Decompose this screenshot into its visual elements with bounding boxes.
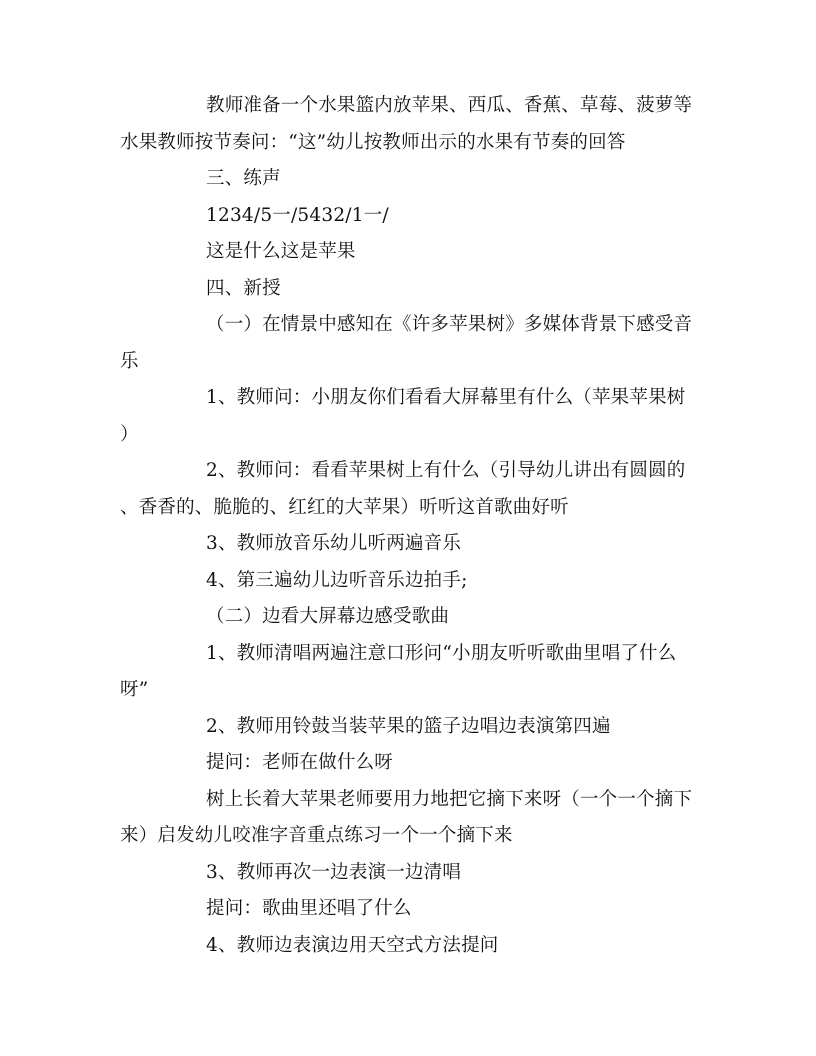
text-line: ） <box>120 423 139 445</box>
text-line: 1、教师清唱两遍注意口形问“小朋友听听歌曲里唱了什么 <box>206 642 677 664</box>
text-line: 提问：老师在做什么呀 <box>206 752 394 773</box>
text-line: （一）在情景中感知在《许多苹果树》多媒体背景下感受音 <box>206 314 693 335</box>
text-line: 三、练声 <box>206 168 281 189</box>
text-line: 提问：歌曲里还唱了什么 <box>206 898 412 919</box>
text-line: （二）边看大屏幕边感受歌曲 <box>206 606 450 627</box>
text-line: 教师准备一个水果篮内放苹果、西瓜、香蕉、草莓、菠萝等 <box>206 95 693 116</box>
text-line: 四、新授 <box>206 277 281 299</box>
paragraph-step-2 <box>120 453 696 526</box>
text-line: 树上长着大苹果老师要用力地把它摘下来呀（一个一个摘下 <box>206 788 693 810</box>
paragraph-question-2 <box>120 891 696 928</box>
paragraph-step-3b <box>120 855 696 892</box>
text-line: 1、教师问：小朋友你们看看大屏幕里有什么（苹果苹果树 <box>206 387 686 408</box>
text-line: 2、教师问：看看苹果树上有什么（引导幼儿讲出有圆圆的 <box>206 460 686 481</box>
paragraph-step-1 <box>120 380 696 453</box>
text-line: 呀” <box>120 679 149 700</box>
text-line: 3、教师再次一边表演一边清唱 <box>206 861 462 883</box>
text-line: 、香香的、脆脆的、红红的大苹果）听听这首歌曲好听 <box>120 496 569 518</box>
section-heading-vocal-practice <box>120 161 696 198</box>
text-line: 4、教师边表演边用天空式方法提问 <box>206 934 499 956</box>
text-line: 这是什么这是苹果 <box>206 241 356 262</box>
paragraph-apple-tree <box>120 782 696 855</box>
text-line: 4、第三遍幼儿边听音乐边拍手; <box>206 569 468 591</box>
text-line: 乐 <box>120 350 139 372</box>
paragraph-question-1 <box>120 745 696 782</box>
text-line: 3、教师放音乐幼儿听两遍音乐 <box>206 533 462 554</box>
text-line: 2、教师用铃鼓当装苹果的篮子边唱边表演第四遍 <box>206 715 611 737</box>
text-line: 1234/5一/5432/1一/ <box>206 204 389 226</box>
paragraph-subsection-two <box>120 599 696 636</box>
paragraph-subsection-one <box>120 307 696 380</box>
paragraph-step-4b <box>120 928 696 965</box>
document-body <box>120 88 696 964</box>
paragraph-lyric <box>120 234 696 271</box>
paragraph-fruit-basket <box>120 88 696 161</box>
paragraph-notation <box>120 198 696 235</box>
paragraph-step-2b <box>120 709 696 746</box>
paragraph-step-3 <box>120 526 696 563</box>
paragraph-step-1b <box>120 636 696 709</box>
section-heading-new-lesson <box>120 271 696 308</box>
paragraph-step-4 <box>120 563 696 600</box>
text-line: 水果教师按节奏问：“这”幼儿按教师出示的水果有节奏的回答 <box>120 131 626 153</box>
text-line: 来）启发幼儿咬准字音重点练习一个一个摘下来 <box>120 825 513 846</box>
